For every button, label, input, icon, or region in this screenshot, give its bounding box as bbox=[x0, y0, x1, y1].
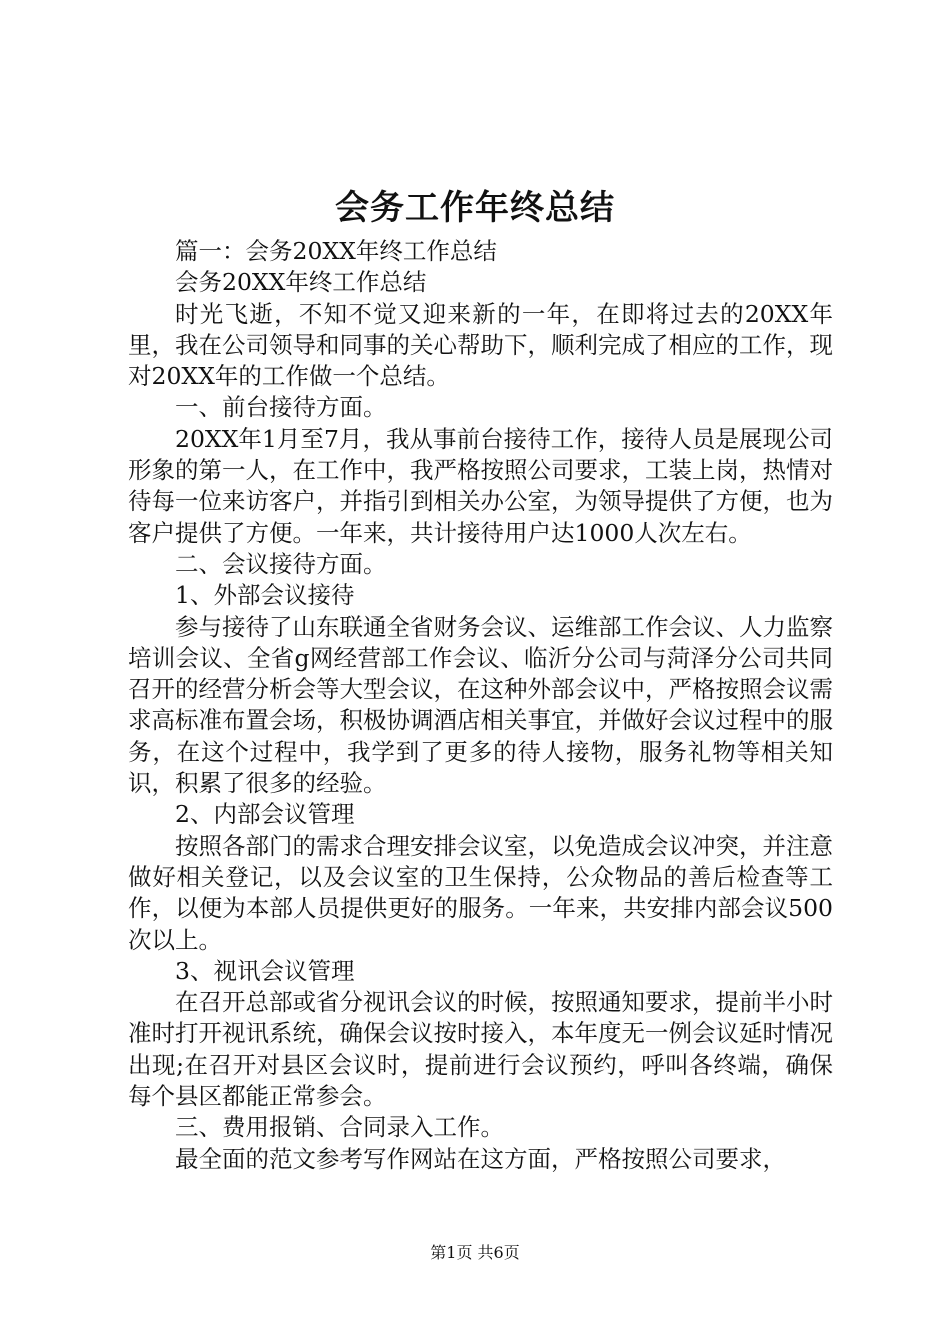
paragraph: 三、费用报销、合同录入工作。 bbox=[175, 1113, 504, 1142]
paragraph: 参与接待了山东联通全省财务会议、运维部工作会议、人力监察培训会议、全省g网经营部工作会议、临沂分公司与菏泽分公司共同召开的经营分析会等大型会议，在这种外部会议中，严格按照会议需求高标准布置会场，积极协调酒店相关事宜，并做好会议过程中的服务，在这个过程中，我学到了更多的待人接物，服务礼物等相关知识，积累了很多的经验。 bbox=[128, 612, 833, 798]
paragraph: 3、视讯会议管理 bbox=[175, 956, 355, 985]
paragraph: 1、外部会议接待 bbox=[175, 581, 355, 610]
paragraph: 会务20XX年终工作总结 bbox=[175, 268, 427, 297]
paragraph: 最全面的范文参考写作网站在这方面，严格按照公司要求， bbox=[175, 1144, 786, 1173]
document-body bbox=[128, 236, 833, 1175]
paragraph: 2、内部会议管理 bbox=[175, 800, 355, 829]
page-footer: 第1页 共6页 bbox=[430, 1243, 520, 1262]
paragraph: 时光飞逝，不知不觉又迎来新的一年，在即将过去的20XX年里，我在公司领导和同事的关心帮助下，顺利完成了相应的工作，现对20XX年的工作做一个总结。 bbox=[128, 299, 833, 391]
paragraph: 二、会议接待方面。 bbox=[175, 549, 387, 578]
paragraph: 一、前台接待方面。 bbox=[175, 393, 387, 422]
paragraph: 在召开总部或省分视讯会议的时候，按照通知要求，提前半小时准时打开视讯系统，确保会议按时接入，本年度无一例会议延时情况出现;在召开对县区会议时，提前进行会议预约，呼叫各终端，确保每个县区都能正常参会。 bbox=[128, 988, 833, 1111]
paragraph: 按照各部门的需求合理安排会议室，以免造成会议冲突，并注意做好相关登记，以及会议室的卫生保持，公众物品的善后检查等工作，以便为本部人员提供更好的服务。一年来，共安排内部会议500次以上。 bbox=[128, 831, 833, 954]
document-title: 会务工作年终总结 bbox=[335, 188, 615, 228]
paragraph: 篇一：会务20XX年终工作总结 bbox=[175, 237, 497, 265]
paragraph: 20XX年1月至7月，我从事前台接待工作，接待人员是展现公司形象的第一人，在工作中，我严格按照公司要求，工装上岗，热情对待每一位来访客户，并指引到相关办公室，为领导提供了方便，也为客户提供了方便。一年来，共计接待用户达1000人次左右。 bbox=[128, 424, 833, 547]
